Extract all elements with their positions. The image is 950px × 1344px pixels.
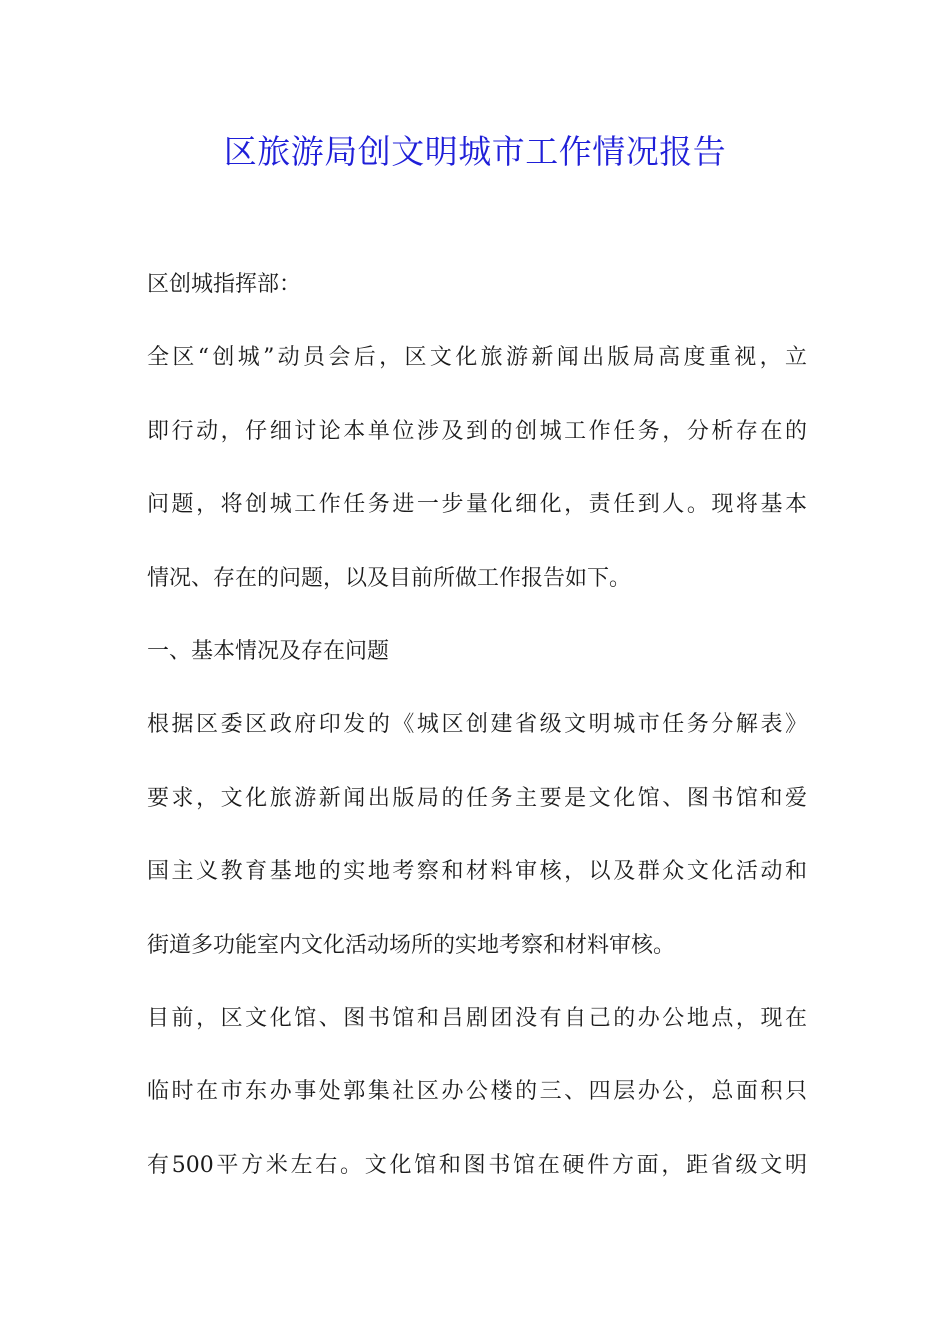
paragraph-2-line-2: 要求，文化旅游新闻出版局的任务主要是文化馆、图书馆和爱 — [147, 785, 807, 811]
salutation: 区创城指挥部： — [147, 272, 302, 297]
paragraph-1-line-2: 即行动，仔细讨论本单位涉及到的创城工作任务，分析存在的 — [147, 418, 807, 444]
paragraph-3-line-3: 有500平方米左右。文化馆和图书馆在硬件方面，距省级文明 — [147, 1152, 807, 1178]
document-title: 区旅游局创文明城市工作情况报告 — [223, 132, 727, 171]
paragraph-3-line-2: 临时在市东办事处郭集社区办公楼的三、四层办公，总面积只 — [147, 1079, 807, 1105]
paragraph-1-line-3: 问题，将创城工作任务进一步量化细化，责任到人。现将基本 — [147, 492, 807, 518]
document-body — [147, 263, 807, 1217]
paragraph-3-line-1: 目前，区文化馆、图书馆和吕剧团没有自己的办公地点，现在 — [147, 1005, 807, 1031]
paragraph-1-line-4: 情况、存在的问题，以及目前所做工作报告如下。 — [147, 565, 632, 591]
paragraph-2-line-3: 国主义教育基地的实地考察和材料审核，以及群众文化活动和 — [147, 859, 807, 885]
paragraph-2-line-4: 街道多功能室内文化活动场所的实地考察和材料审核。 — [147, 932, 676, 958]
paragraph-2-line-1: 根据区委区政府印发的《城区创建省级文明城市任务分解表》 — [147, 712, 807, 738]
section-1-heading: 一、基本情况及存在问题 — [147, 638, 390, 664]
paragraph-1-line-1: 全区“创城”动员会后，区文化旅游新闻出版局高度重视，立 — [147, 345, 807, 371]
